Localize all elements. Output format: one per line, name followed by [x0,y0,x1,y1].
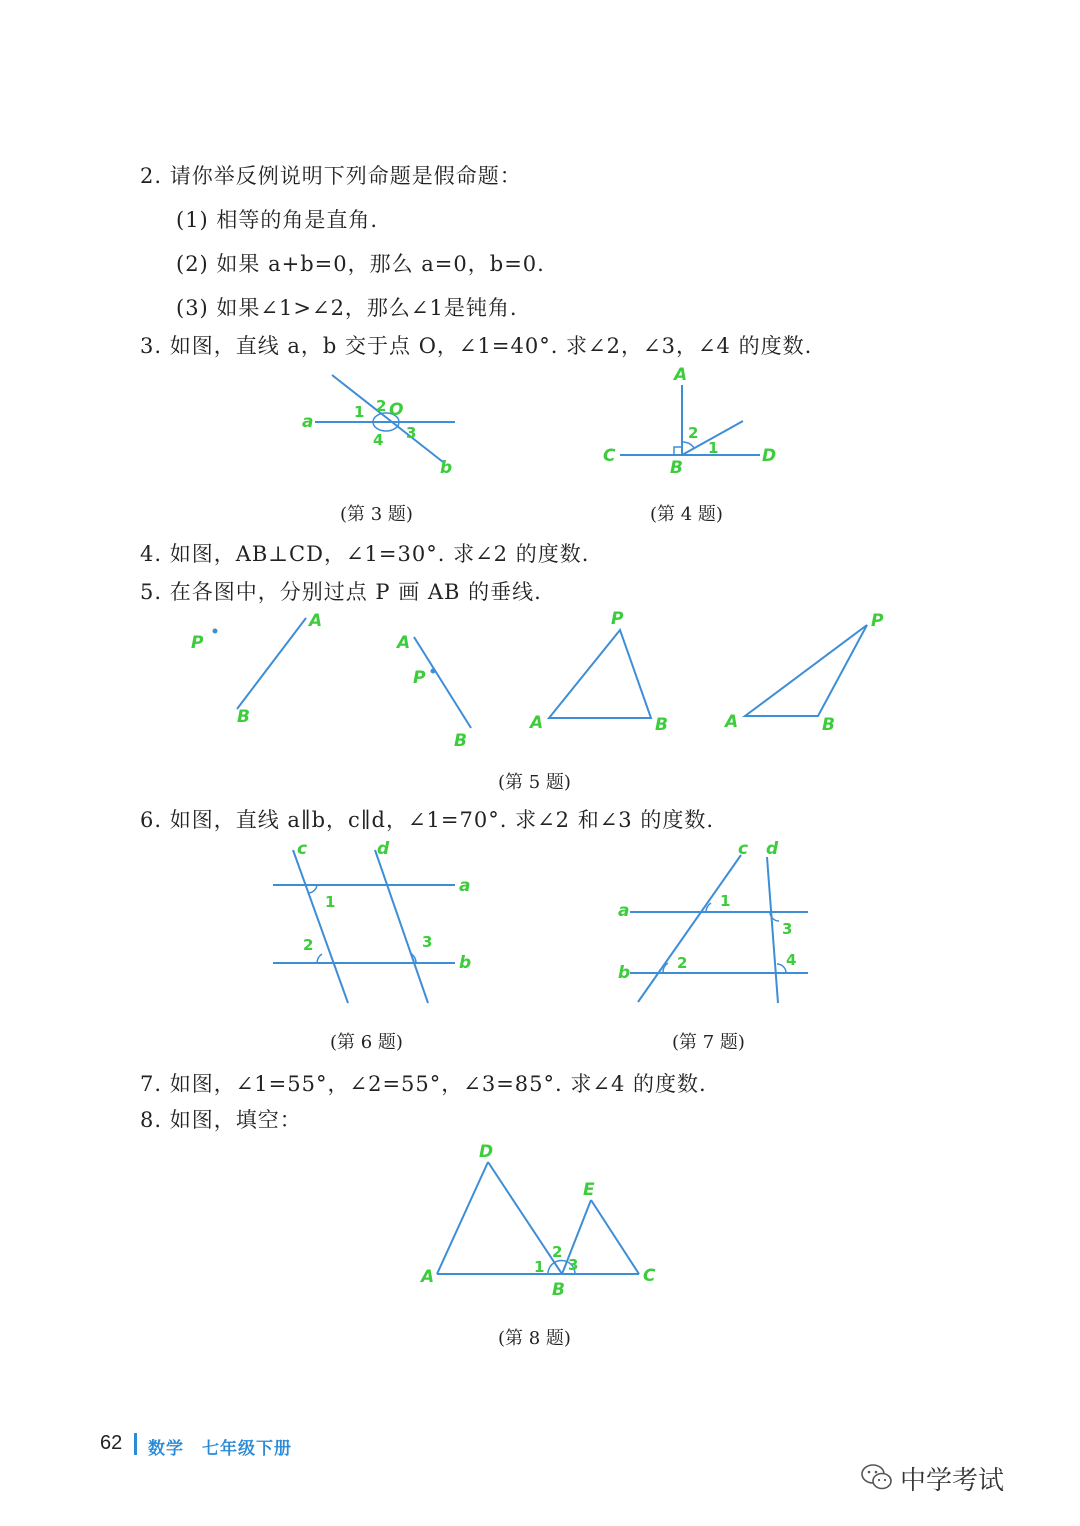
question-5: 5. 在各图中，分别过点 P 画 AB 的垂线. [140,580,542,604]
label-a2: A [397,633,411,653]
label-a: a [302,412,314,432]
angle-arc [682,442,694,448]
label-a: a [618,901,630,921]
label-1: 1 [354,403,365,421]
label-b: b [618,963,631,983]
label-C: C [643,1266,656,1286]
figure-6 [265,840,485,1010]
label-D: D [479,1142,494,1162]
figure-7 [610,835,830,1010]
line-c [638,855,741,1002]
label-2: 2 [677,954,688,972]
label-3: 3 [406,424,417,442]
label-p1: P [191,633,204,653]
label-d: d [377,839,390,859]
label-3: 3 [782,920,793,938]
label-b: b [459,953,472,973]
point-p1 [213,629,218,634]
label-b2: B [454,731,467,751]
label-p2: P [413,668,426,688]
side-ad [437,1162,488,1274]
caption-fig8: (第 8 题) [498,1328,571,1349]
line-d [375,850,428,1003]
label-b1: B [237,707,250,727]
label-B: B [552,1280,565,1300]
label-E: E [583,1180,595,1200]
label-b3: B [655,715,668,735]
label-3: 3 [422,933,433,951]
question-8: 8. 如图，填空： [140,1108,302,1132]
line-c [293,850,348,1003]
label-4: 4 [786,951,797,969]
label-A: A [674,365,688,385]
label-D: D [762,446,777,466]
point-p2 [431,669,436,674]
figure-3 [290,365,470,485]
label-2: 2 [303,936,314,954]
side-db [488,1162,562,1274]
line-d [767,857,778,1003]
label-B: B [670,458,683,478]
footer-divider [134,1433,137,1455]
question-2-item-1: (1) 相等的角是直角. [176,208,379,232]
figure-5 [180,600,900,760]
caption-fig6: (第 6 题) [330,1032,403,1053]
right-angle-mark [674,447,682,455]
label-a3: A [530,713,544,733]
label-b: b [440,458,453,478]
label-2: 2 [688,424,699,442]
label-p3: P [611,609,624,629]
label-a: a [459,876,471,896]
label-a4: A [725,712,739,732]
label-a1: A [309,611,323,631]
label-c: c [738,839,749,859]
label-o: O [389,400,404,420]
label-1: 1 [720,892,731,910]
question-2-stem: 2. 请你举反例说明下列命题是假命题： [140,164,522,188]
label-c: c [297,839,308,859]
figure-4 [600,360,790,480]
wechat-icon [860,1462,894,1492]
caption-fig5: (第 5 题) [498,772,571,793]
question-4: 4. 如图，AB⊥CD，∠1=30°. 求∠2 的度数. [140,542,590,566]
label-1: 1 [325,893,336,911]
label-A: A [421,1267,435,1287]
label-4: 4 [373,431,384,449]
label-d: d [766,839,779,859]
figure-8 [415,1140,675,1310]
label-b4: B [822,715,835,735]
label-3: 3 [568,1256,579,1274]
caption-fig7: (第 7 题) [672,1032,745,1053]
book-title: 数学 七年级下册 [148,1439,292,1459]
caption-fig3: (第 3 题) [340,504,413,525]
label-C: C [603,446,616,466]
question-2-item-3: (3) 如果∠1>∠2，那么∠1是钝角. [176,296,518,320]
label-2: 2 [552,1243,563,1261]
question-3: 3. 如图，直线 a，b 交于点 O，∠1=40°. 求∠2，∠3，∠4 的度数. [140,334,813,358]
label-1: 1 [708,439,719,457]
caption-fig4: (第 4 题) [650,504,723,525]
question-7: 7. 如图，∠1=55°，∠2=55°，∠3=85°. 求∠4 的度数. [140,1072,707,1096]
question-6: 6. 如图，直线 a∥b，c∥d，∠1=70°. 求∠2 和∠3 的度数. [140,808,715,832]
line-b [332,375,443,462]
label-p4: P [871,611,884,631]
label-1: 1 [534,1258,545,1276]
label-2: 2 [376,397,387,415]
watermark-text: 中学考试 [900,1466,1005,1496]
side-ec [591,1200,639,1274]
page-number: 62 [100,1432,123,1454]
question-2-item-2: (2) 如果 a+b=0，那么 a=0，b=0. [176,252,545,276]
